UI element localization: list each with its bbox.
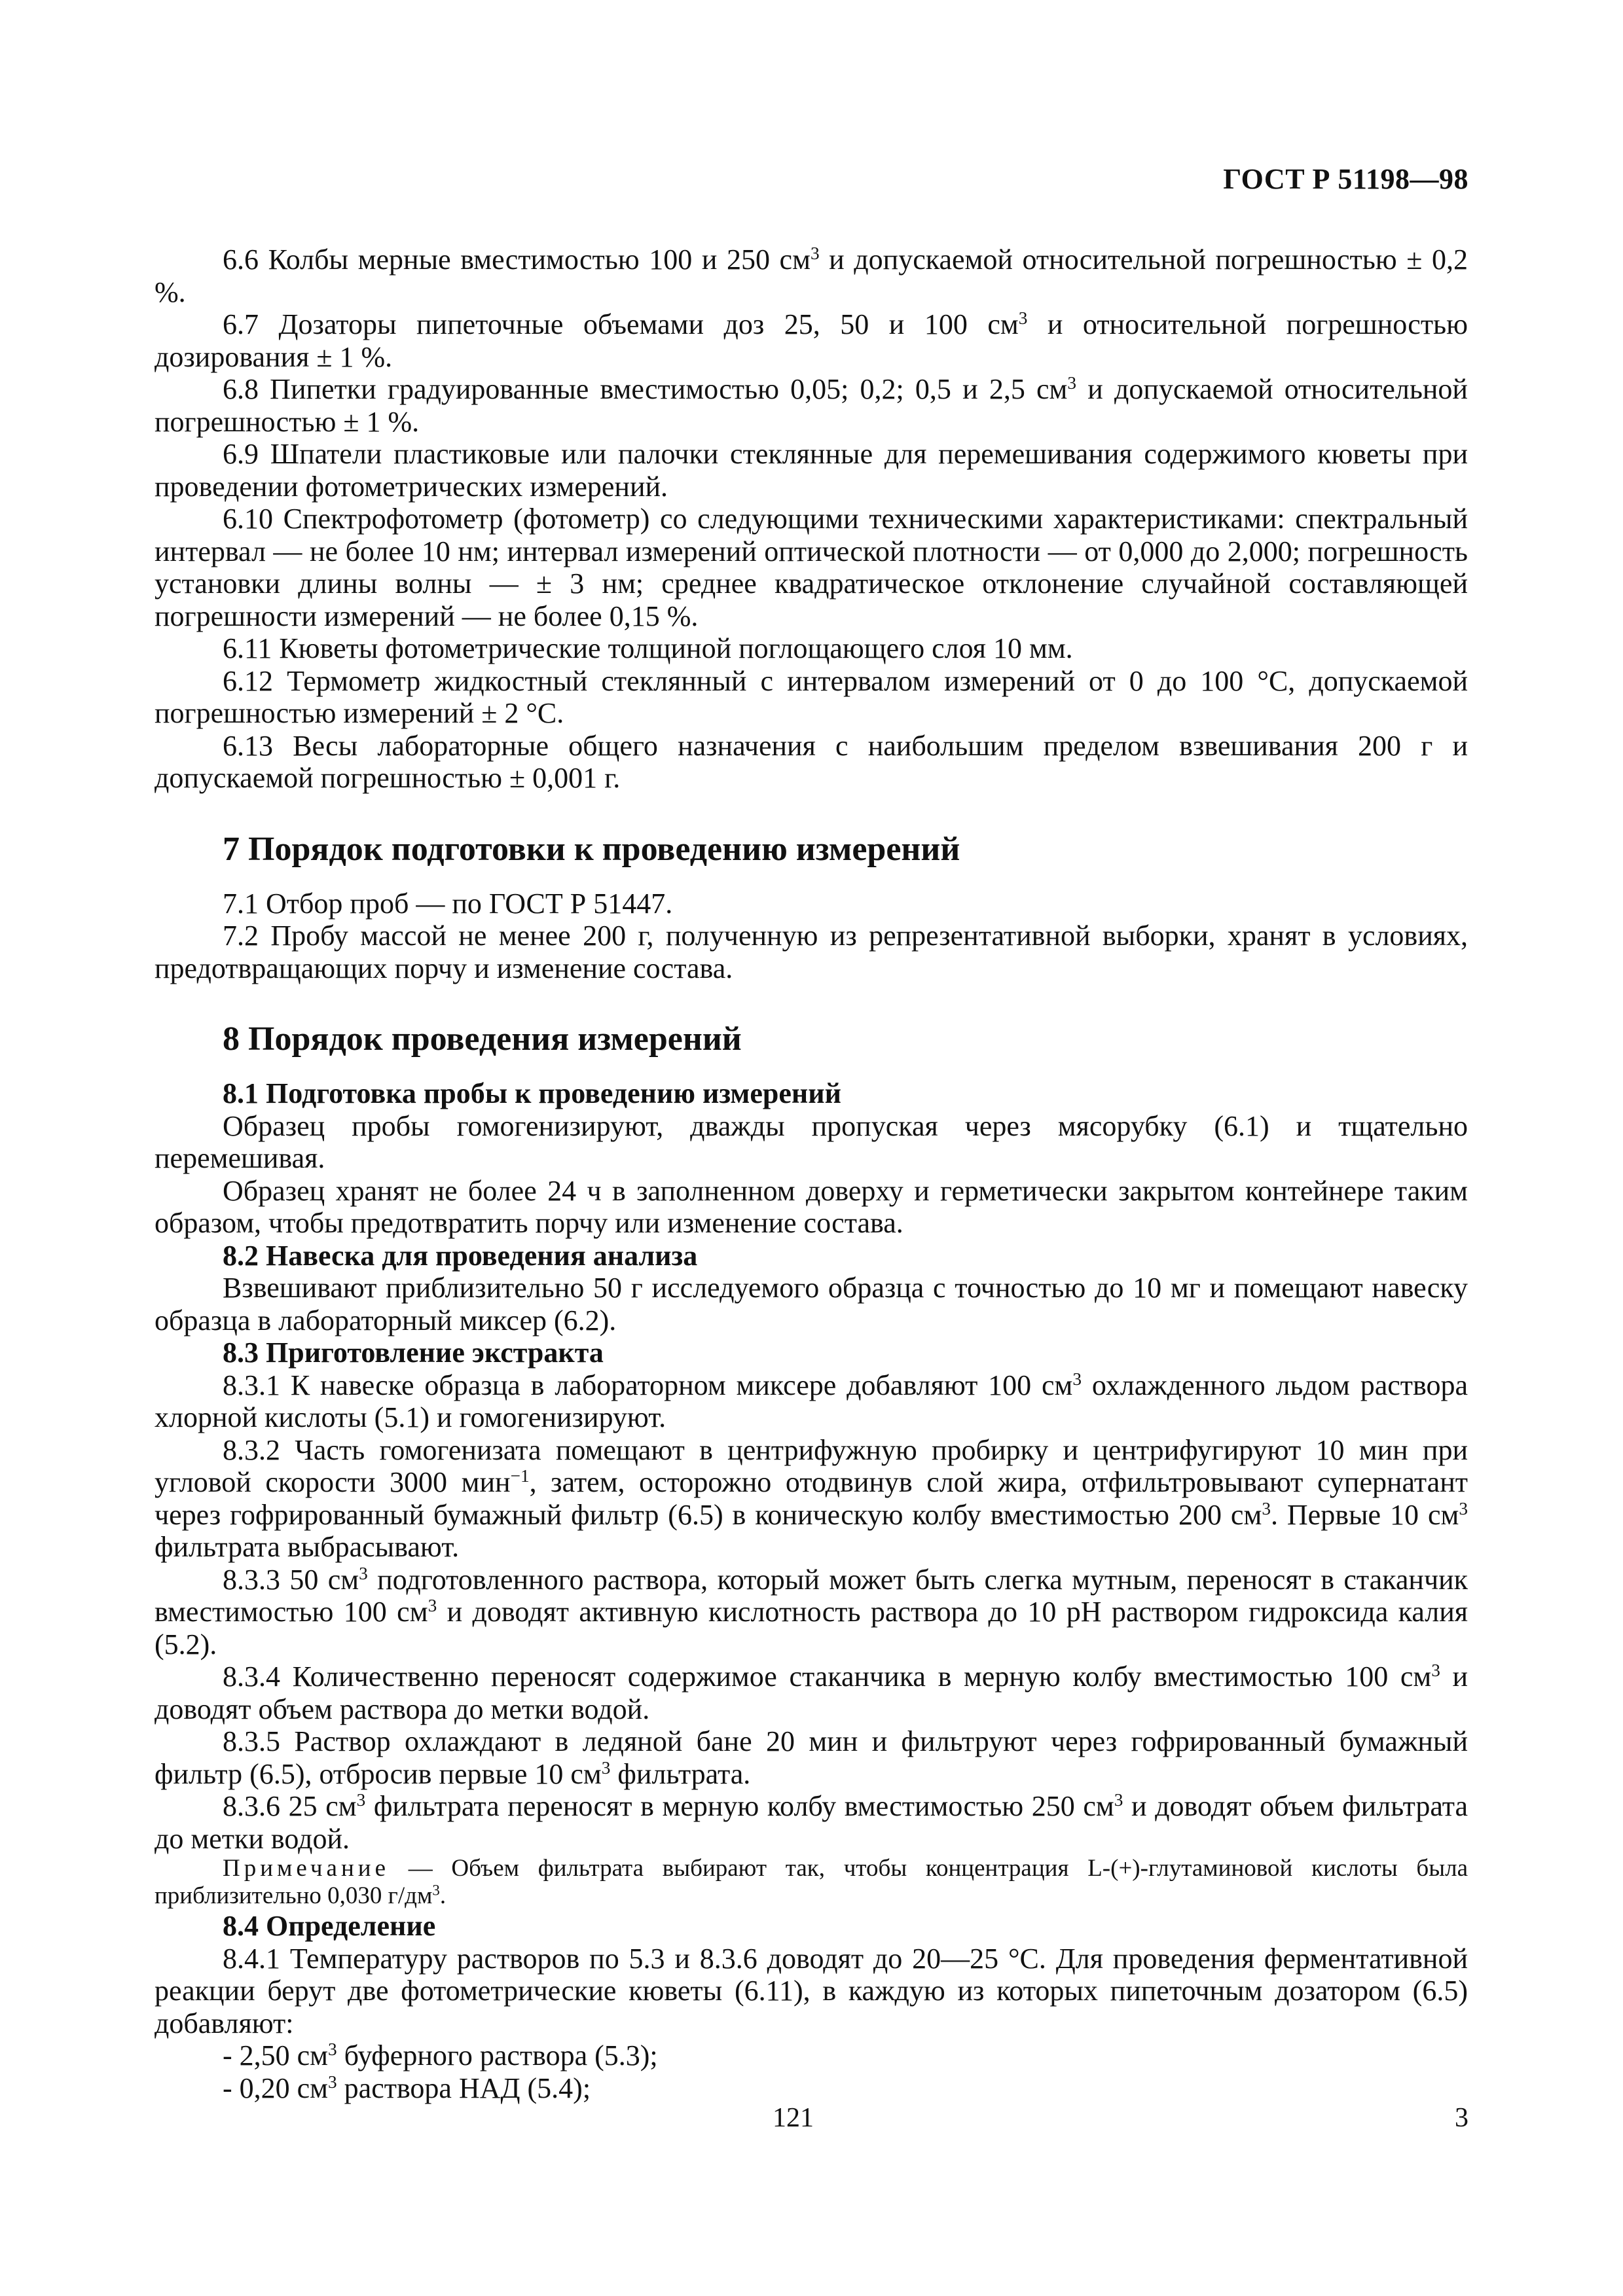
item-6-6: 6.6 Колбы мерные вместимостью 100 и 250 $см^3$ и допускаемой относительной погрешностью ± 0,2 %. xyxy=(155,243,1468,308)
item-6-9: 6.9 Шпатели пластиковые или палочки стеклянные для перемешивания содержимого кюветы при проведении фотометрических измерений. xyxy=(155,438,1468,503)
item-8-1-p1: Образец пробы гомогенизируют, дважды пропуская через мясорубку (6.1) и тщательно перемешивая. xyxy=(155,1109,1468,1174)
item-6-8: 6.8 Пипетки градуированные вместимостью 0,05; 0,2; 0,5 и 2,5 $см^3$ и допускаемой относительной погрешностью ± 1 %. xyxy=(155,373,1468,438)
document-body xyxy=(155,243,1468,2104)
standard-number-header: ГОСТ Р 51198—98 xyxy=(1223,163,1468,195)
item-8-3-2: 8.3.2 Часть гомогенизата помещают в центрифужную пробирку и центрифугируют 10 мин при угловой скорости 3000 мин$^{-1}$, затем, осторожно отодвинув слой жира, отфильтровывают супернатант через гофрированный бумажный фильтр (6.5) в коническую колбу вместимостью 200 $см^3$. Первые 10 $см^3$ фильтрата выбрасывают. xyxy=(155,1433,1468,1563)
section-7-title: 7 Порядок подготовки к проведению измерений xyxy=(223,830,960,868)
section-8-title: 8 Порядок проведения измерений xyxy=(223,1020,742,1058)
item-7-2: 7.2 Пробу массой не менее 200 г, полученную из репрезентативной выборки, хранят в условиях, предотвращающих порчу и изменение состава. xyxy=(155,920,1468,984)
list-item-buffer: - 2,50 $см^3$ буферного раствора (5.3); xyxy=(223,2039,658,2072)
item-8-3-6: 8.3.6 25 $см^3$ фильтрата переносят в мерную колбу вместимостью 250 $см^3$ и доводят объем фильтрата до метки водой. xyxy=(155,1790,1468,1855)
note-label: Примечание xyxy=(223,1855,390,1882)
item-8-1-p2: Образец хранят не более 24 ч в заполненном доверху и герметически закрытом контейнере таким образом, чтобы предотвратить порчу или изменение состава. xyxy=(155,1174,1468,1239)
item-7-1: 7.1 Отбор проб — по ГОСТ Р 51447. xyxy=(223,887,673,920)
item-6-10: 6.10 Спектрофотометр (фотометр) со следующими техническими характеристиками: спектральный интервал — не более 10 нм; интервал измерений оптической плотности — от 0,000 до 2,000; погрешность установки длины волны — ± 3 нм; среднее квадратическое отклонение случайной составляющей погрешности измерений — не более 0,15 %. xyxy=(155,503,1468,632)
subsection-8-2-title: 8.2 Навеска для проведения анализа xyxy=(223,1239,698,1272)
item-8-2-p1: Взвешивают приблизительно 50 г исследуемого образца с точностью до 10 мг и помещают навеску образца в лабораторный миксер (6.2). xyxy=(155,1272,1468,1336)
subsection-8-1-title: 8.1 Подготовка пробы к проведению измерений xyxy=(223,1077,841,1109)
item-6-11: 6.11 Кюветы фотометрические толщиной поглощающего слоя 10 мм. xyxy=(223,632,1073,664)
item-6-13: 6.13 Весы лабораторные общего назначения с наибольшим пределом взвешивания 200 г и допускаемой погрешностью ± 0,001 г. xyxy=(155,729,1468,794)
subsection-8-4-title: 8.4 Определение xyxy=(223,1910,436,1942)
item-6-7: 6.7 Дозаторы пипеточные объемами доз 25, 50 и 100 $см^3$ и относительной погрешностью дозирования ± 1 %. xyxy=(155,308,1468,373)
note: Примечание — Объем фильтрата выбирают так, чтобы концентрация L-(+)-глутаминовой кислоты была приблизительно 0,030 $г/дм^3$. xyxy=(155,1855,1468,1909)
page-number-right: 3 xyxy=(1455,2103,1468,2133)
item-8-3-5: 8.3.5 Раствор охлаждают в ледяной бане 20 мин и фильтруют через гофрированный бумажный фильтр (6.5), отбросив первые 10 $см^3$ фильтрата. xyxy=(155,1725,1468,1790)
item-8-3-3: 8.3.3 50 $см^3$ подготовленного раствора, который может быть слегка мутным, переносят в стаканчик вместимостью 100 $см^3$ и доводят активную кислотность раствора до 10 рН раствором гидроксида калия (5.2). xyxy=(155,1563,1468,1660)
item-8-4-1: 8.4.1 Температуру растворов по 5.3 и 8.3.6 доводят до 20—25 °С. Для проведения ферментативной реакции берут две фотометрические кюветы (6.11), в каждую из которых пипеточным дозатором (6.5) добавляют: xyxy=(155,1942,1468,2039)
page-number-center: 121 xyxy=(773,2103,814,2133)
item-8-3-4: 8.3.4 Количественно переносят содержимое стаканчика в мерную колбу вместимостью 100 $см^3$ и доводят объем раствора до метки водой. xyxy=(155,1660,1468,1725)
item-8-3-1: 8.3.1 К навеске образца в лабораторном миксере добавляют 100 $см^3$ охлажденного льдом раствора хлорной кислоты (5.1) и гомогенизируют. xyxy=(155,1369,1468,1433)
item-6-12: 6.12 Термометр жидкостный стеклянный с интервалом измерений от 0 до 100 °С, допускаемой погрешностью измерений ± 2 °С. xyxy=(155,664,1468,729)
list-item-nad: - 0,20 $см^3$ раствора НАД (5.4); xyxy=(223,2072,591,2104)
subsection-8-3-title: 8.3 Приготовление экстракта xyxy=(223,1336,604,1369)
